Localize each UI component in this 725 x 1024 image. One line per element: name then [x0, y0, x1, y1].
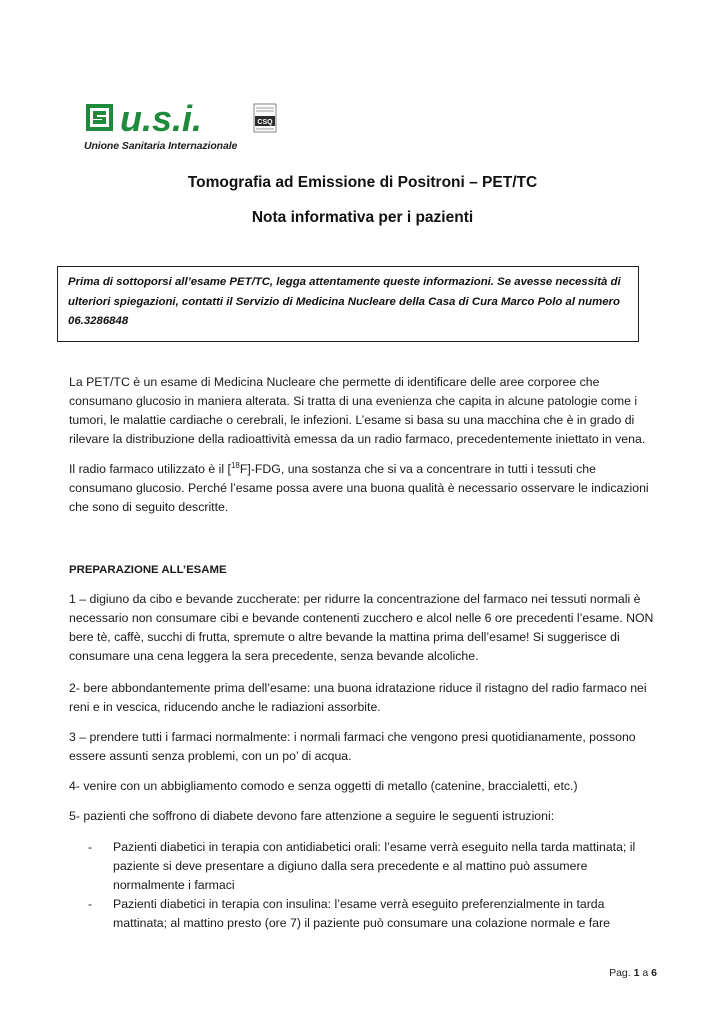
list-item: [69, 838, 659, 895]
bullet-dash: -: [88, 897, 93, 911]
cert-mark: CSQ: [257, 119, 273, 126]
diabetes-list: [69, 838, 659, 933]
page-footer: [609, 967, 657, 979]
list-item-text: Pazienti diabetici in terapia con insulina: l’esame verrà eseguito preferenzialmente in tarda mattinata; al mattino presto (ore 7) il paziente può consumare una colazione normale e fare: [113, 897, 610, 930]
intro-p2-before: Il radio farmaco utilizzato è il [: [69, 462, 231, 476]
step-3: 3 – prendere tutti i farmaci normalmente: i normali farmaci che vengono presi quotidianamente, possono essere assunti senza problemi, con un po’ di acqua.: [69, 730, 636, 763]
section-heading: PREPARAZIONE ALL’ESAME: [69, 564, 227, 576]
logo-subtitle: Unione Sanitaria Internazionale: [84, 140, 238, 152]
usi-logo: [84, 98, 284, 154]
step-2: 2- bere abbondantemente prima dell’esame: una buona idratazione riduce il ristagno del radio farmaco nei reni e in vescica, riducendo anche le radiazioni assorbite.: [69, 681, 647, 714]
step-4: 4- venire con un abbigliamento comodo e senza oggetti di metallo (catenine, braccialetti, etc.): [69, 779, 578, 793]
document-title: Tomografia ad Emissione di Positroni – PET/TC: [187, 174, 538, 191]
page-total: 6: [651, 967, 657, 979]
notice-box: [57, 266, 639, 342]
brand-text: u.s.i.: [120, 98, 203, 138]
page-number: 1: [633, 967, 640, 979]
document-subtitle: Nota informativa per i pazienti: [251, 209, 474, 226]
page-separator: a: [642, 967, 649, 979]
usi-logo-graphic: [84, 98, 284, 138]
bullet-dash: -: [88, 840, 93, 854]
intro-p2-after: F]-FDG, una sostanza che si va a concentrare in tutti i tessuti che consumano glucosio. Perché l’esame possa avere una buona qualità è necessario osservare le indicazioni che sono di seguito descritte.: [69, 462, 649, 514]
isotope-superscript: 18: [230, 460, 240, 470]
intro-paragraph-2: [69, 460, 659, 517]
notice-text: Prima di sottoporsi all’esame PET/TC, legga attentamente queste informazioni. Se avesse necessità di ulteriori spiegazioni, contatti il Servizio di Medicina Nucleare della Casa di Cura Marco Polo al numero 06.3286848: [68, 276, 621, 327]
list-item-text: Pazienti diabetici in terapia con antidiabetici orali: l’esame verrà eseguito nella tarda mattinata; il paziente si deve presentare a digiuno dalla sera precedente e al mattino può assumere normalmente i farmaci: [113, 840, 636, 892]
page-prefix: Pag.: [609, 967, 631, 979]
list-item: [69, 895, 659, 933]
step-1: 1 – digiuno da cibo e bevande zuccherate: per ridurre la concentrazione del farmaco nei tessuti normali è necessario non consumare cibi e bevande contenenti zucchero e alcol nelle 6 ore precedenti l’esame. NON bere tè, caffè, succhi di frutta, spremute o altre bevande la mattina prima dell’esame! Si suggerisce di consumare una cena leggera la sera precedente, senza bevande alcoliche.: [69, 592, 654, 663]
intro-paragraph-1: La PET/TC è un esame di Medicina Nucleare che permette di identificare delle aree corporee che consumano glucosio in maniera alterata. Si tratta di una evenienza che capita in alcune patologie come i tumori, le malattie cardiache o cerebrali, le infezioni. L’esame si basa su una macchina che è in grado di rilevare la distribuzione della radioattività emessa da un radio farmaco, precedentemente iniettato in vena.: [69, 375, 646, 446]
step-5: 5- pazienti che soffrono di diabete devono fare attenzione a seguire le seguenti istruzioni:: [69, 809, 555, 823]
